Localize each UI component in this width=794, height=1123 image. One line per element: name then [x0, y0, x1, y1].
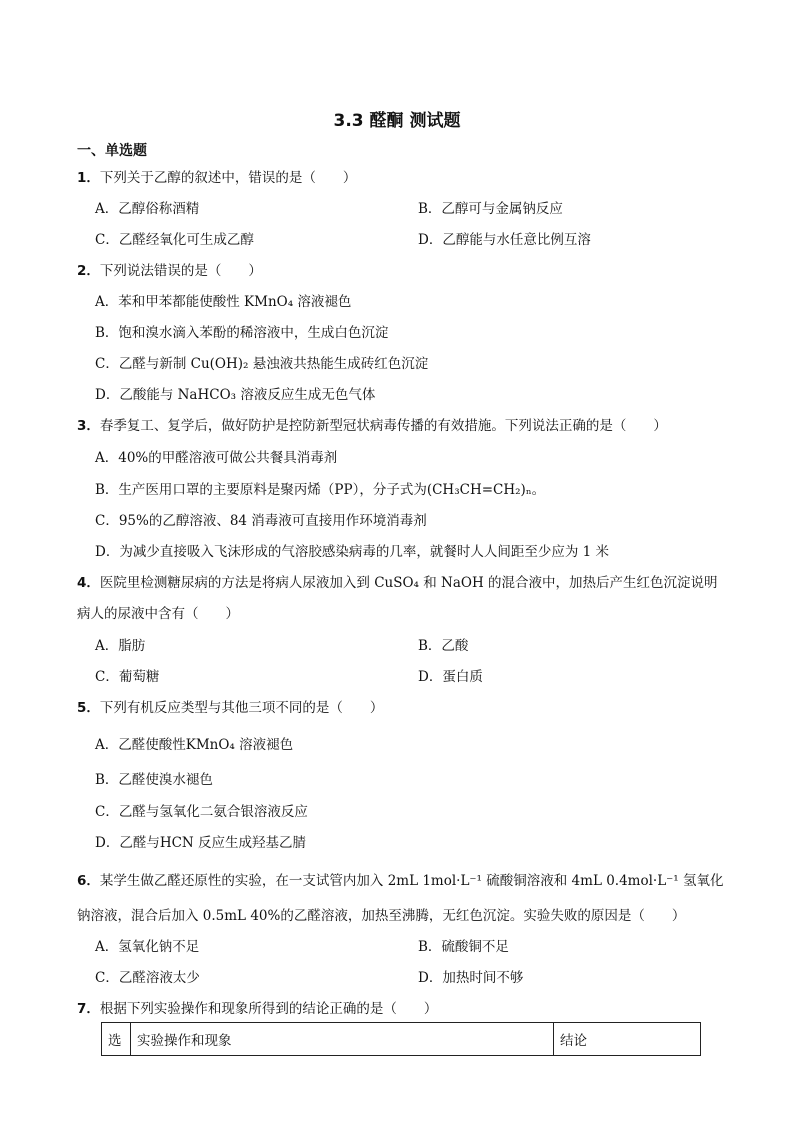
q3-option-c[interactable]: C．95%的乙醇溶液、84 消毒液可直接用作环境消毒剂: [95, 513, 427, 529]
q6-option-a[interactable]: A．氢氧化钠不足: [95, 939, 200, 955]
q1-option-a[interactable]: A．乙醇俗称酒精: [95, 201, 200, 217]
q5-option-a[interactable]: A．乙醛使酸性KMnO₄ 溶液褪色: [95, 737, 294, 753]
question-6-stem-continued: 钠溶液，混合后加入 0.5mL 40%的乙醛溶液，加热至沸腾，无红色沉淀。实验失败的原因是（ ）: [77, 908, 686, 924]
q5-option-b[interactable]: B．乙醛使溴水褪色: [95, 772, 213, 788]
q6-option-d[interactable]: D．加热时间不够: [418, 970, 524, 986]
table-header-option: 选: [102, 1023, 131, 1056]
question-4-stem-continued: 病人的尿液中含有（ ）: [77, 606, 239, 622]
question-2: [77, 259, 262, 279]
q1-option-b[interactable]: B．乙醇可与金属钠反应: [418, 201, 563, 217]
q5-option-c[interactable]: C．乙醛与氢氧化二氨合银溶液反应: [95, 804, 308, 820]
q6-option-b[interactable]: B．硫酸铜不足: [418, 939, 509, 955]
q2-option-a[interactable]: A．苯和甲苯都能使酸性 KMnO₄ 溶液褪色: [95, 294, 352, 310]
q3-option-a[interactable]: A．40%的甲醛溶液可做公共餐具消毒剂: [95, 450, 338, 466]
question-number: 2．: [77, 263, 100, 279]
q2-option-b[interactable]: B．饱和溴水滴入苯酚的稀溶液中，生成白色沉淀: [95, 325, 389, 341]
q3-option-d[interactable]: D．为减少直接吸入飞沫形成的气溶胶感染病毒的几率，就餐时人人间距至少应为 1 米: [95, 544, 609, 560]
q4-option-d[interactable]: D．蛋白质: [418, 669, 483, 685]
question-stem: 某学生做乙醛还原性的实验，在一支试管内加入 2mL 1mol·L⁻¹ 硫酸铜溶液和 4mL 0.4mol·L⁻¹ 氢氧化: [99, 873, 724, 889]
question-1: [77, 166, 356, 186]
q4-option-a[interactable]: A．脂肪: [95, 638, 146, 654]
q1-option-d[interactable]: D．乙醇能与水任意比例互溶: [418, 232, 591, 248]
q2-option-c[interactable]: C．乙醛与新制 Cu(OH)₂ 悬浊液共热能生成砖红色沉淀: [95, 356, 429, 372]
q2-option-d[interactable]: D．乙酸能与 NaHCO₃ 溶液反应生成无色气体: [95, 387, 376, 403]
page-title: 3.3 醛酮 测试题: [333, 111, 461, 131]
question-number: 6．: [77, 873, 100, 889]
q1-option-c[interactable]: C．乙醛经氧化可生成乙醇: [95, 232, 254, 248]
question-4: [77, 571, 718, 591]
question-number: 7．: [77, 1001, 100, 1017]
table-header-conclusion: 结论: [554, 1023, 701, 1056]
section-heading: 一、单选题: [77, 143, 147, 159]
question-stem: 根据下列实验操作和现象所得到的结论正确的是（ ）: [99, 1001, 438, 1017]
question-3: [77, 414, 667, 434]
question-number: 3．: [77, 418, 100, 434]
question-stem: 下列有机反应类型与其他三项不同的是（ ）: [99, 700, 384, 716]
question-stem: 医院里检测糖尿病的方法是将病人尿液加入到 CuSO₄ 和 NaOH 的混合液中，加热后产生红色沉淀说明: [99, 575, 718, 591]
experiment-table: [101, 1022, 701, 1056]
question-7: [77, 997, 437, 1017]
question-5: [77, 696, 383, 716]
q6-option-c[interactable]: C．乙醛溶液太少: [95, 970, 200, 986]
q4-option-c[interactable]: C．葡萄糖: [95, 669, 160, 685]
question-stem: 下列说法错误的是（ ）: [99, 263, 262, 279]
question-6: [77, 869, 724, 889]
question-number: 4．: [77, 575, 100, 591]
q3-option-b[interactable]: B．生产医用口罩的主要原料是聚丙烯（PP），分子式为(CH₃CH=CH₂)ₙ。: [95, 482, 546, 498]
question-number: 5．: [77, 700, 100, 716]
table-header-operation: 实验操作和现象: [131, 1023, 554, 1056]
question-number: 1．: [77, 170, 100, 186]
table-header-row: [102, 1023, 701, 1056]
question-stem: 下列关于乙醇的叙述中，错误的是（ ）: [99, 170, 357, 186]
question-stem: 春季复工、复学后，做好防护是控防新型冠状病毒传播的有效措施。下列说法正确的是（ ）: [99, 418, 667, 434]
q4-option-b[interactable]: B．乙酸: [418, 638, 469, 654]
q5-option-d[interactable]: D．乙醛与HCN 反应生成羟基乙腈: [95, 835, 307, 851]
